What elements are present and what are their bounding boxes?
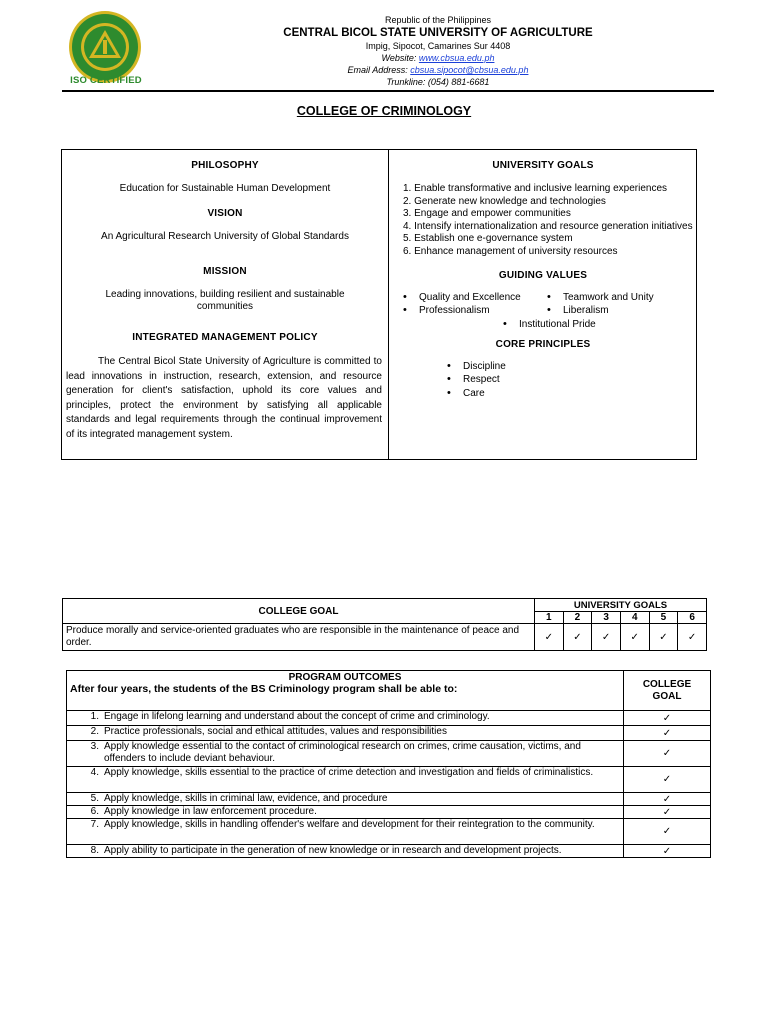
outcome-number: 4. <box>90 767 99 778</box>
outcome-text: Apply ability to participate in the generation of new knowledge or in research and development projects. <box>104 845 562 856</box>
goal-number: 6 <box>678 612 707 624</box>
values-col-center <box>503 318 596 332</box>
outcome-cell <box>67 793 624 806</box>
outcome-number: 5. <box>90 793 99 804</box>
outcome-line <box>67 741 620 764</box>
check-mark: ✓ <box>535 624 564 651</box>
goal-number: 5 <box>649 612 678 624</box>
core-principles-list <box>447 360 697 401</box>
list-item: • Professionalism <box>403 304 521 318</box>
check-mark: ✓ <box>624 793 711 806</box>
outcome-line <box>67 793 620 805</box>
outcome-cell <box>67 741 624 767</box>
check-mark: ✓ <box>624 819 711 845</box>
email-label: Email Address: <box>347 65 408 75</box>
outcome-cell <box>67 819 624 845</box>
header-rule <box>62 90 714 92</box>
university-seal-icon <box>68 10 142 84</box>
imp-title: INTEGRATED MANAGEMENT POLICY <box>132 332 318 343</box>
university-goals-header: UNIVERSITY GOALS <box>535 599 707 612</box>
iso-certified-label: ISO CERTIFIED <box>70 75 142 86</box>
vision-text: An Agricultural Research University of Global Standards <box>101 231 349 242</box>
goal-number: 4 <box>620 612 649 624</box>
website-label: Website: <box>381 53 417 63</box>
table-row <box>67 819 711 845</box>
outcome-cell <box>67 711 624 726</box>
table-row <box>67 845 711 858</box>
list-item: • Discipline <box>447 360 697 374</box>
page-title <box>0 104 768 118</box>
outcome-text: Apply knowledge, skills essential to the practice of crime detection and investigation and fields of criminalistics. <box>104 767 594 778</box>
list-item: 1. Enable transformative and inclusive learning experiences <box>403 183 668 194</box>
list-item: 5. Establish one e-governance system <box>403 233 573 245</box>
outcome-line <box>67 767 620 779</box>
outcome-number: 1. <box>90 711 99 722</box>
vision-title: VISION <box>207 208 243 219</box>
philosophy-title: PHILOSOPHY <box>191 160 259 171</box>
table-row <box>67 767 711 793</box>
outcome-text: Apply knowledge in law enforcement procedure. <box>104 806 317 817</box>
outcome-cell <box>67 726 624 741</box>
table-row <box>67 711 711 726</box>
list-item: • Respect <box>447 373 697 387</box>
table-row <box>67 726 711 741</box>
list-item: • Liberalism <box>547 304 654 318</box>
outcomes-body <box>67 711 711 858</box>
university-goals-title: UNIVERSITY GOALS <box>492 160 594 171</box>
outcome-number: 8. <box>90 845 99 856</box>
outcome-line <box>67 806 620 818</box>
trunkline: Trunkline: (054) 881-6681 <box>386 77 490 87</box>
college-goal-column-header: COLLEGE GOAL <box>624 671 711 711</box>
outcome-text: Apply knowledge essential to the contact of criminological research on crimes, crime causation, victims, and offenders to include deviant behaviour. <box>104 741 581 764</box>
philosophy-text: Education for Sustainable Human Development <box>119 183 331 194</box>
goal-number: 2 <box>563 612 592 624</box>
check-mark: ✓ <box>563 624 592 651</box>
outcome-line <box>67 711 620 723</box>
check-mark: ✓ <box>678 624 707 651</box>
mission-title: MISSION <box>203 266 247 277</box>
outcome-text: Practice professionals, social and ethical attitudes, values and responsibilities <box>104 726 447 737</box>
list-item: • Quality and Excellence <box>403 291 521 305</box>
list-item: 3. Engage and empower communities <box>403 208 571 220</box>
college-title: COLLEGE OF CRIMINOLOGY <box>296 104 472 118</box>
values-col-right <box>547 291 654 318</box>
guiding-values-list <box>389 291 697 335</box>
list-item: 4. Intensify internationalization and resource generation initiatives <box>403 220 693 232</box>
check-mark: ✓ <box>592 624 621 651</box>
outcome-number: 3. <box>90 741 99 752</box>
outcome-number: 2. <box>90 726 99 737</box>
outcome-number: 6. <box>90 806 99 817</box>
outcome-cell <box>67 767 624 793</box>
imp-text: The Central Bicol State University of Agriculture is committed to lead innovations in instruction, research, extension, and resource generation for client's satisfaction, uphold its core values and principles, protect the environment by satisfying all applicable standards and legal requirements through the continual improvement of its integrated management system. <box>66 356 382 440</box>
table-row <box>67 793 711 806</box>
outcome-cell <box>67 806 624 819</box>
list-item: 2. Generate new knowledge and technologies <box>403 195 606 207</box>
goal-number: 3 <box>592 612 621 624</box>
check-mark: ✓ <box>624 845 711 858</box>
outcome-text: Engage in lifelong learning and understand about the concept of crime and criminology. <box>104 711 490 722</box>
outcome-line <box>67 819 620 831</box>
outcome-line <box>67 726 620 738</box>
list-item: • Care <box>447 387 697 401</box>
list-item: • Teamwork and Unity <box>547 291 654 305</box>
email-link[interactable]: cbsua.sipocot@cbsua.edu.ph <box>410 65 529 75</box>
outcomes-subtitle: After four years, the students of the BS Criminology program shall be able to: <box>70 683 458 695</box>
check-mark: ✓ <box>620 624 649 651</box>
outcome-number: 7. <box>90 819 99 830</box>
college-goal-header: COLLEGE GOAL <box>63 599 535 624</box>
values-col-left <box>403 291 521 318</box>
check-mark: ✓ <box>624 726 711 741</box>
check-mark: ✓ <box>649 624 678 651</box>
college-goal-text: Produce morally and service-oriented graduates who are responsible in the maintenance of peace and order. <box>63 624 535 651</box>
list-item: • Institutional Pride <box>503 318 596 332</box>
email-line <box>200 64 676 76</box>
guiding-values-title: GUIDING VALUES <box>498 269 588 281</box>
check-mark: ✓ <box>624 767 711 793</box>
letterhead <box>200 14 676 88</box>
check-mark: ✓ <box>624 741 711 767</box>
table-row <box>67 741 711 767</box>
outcomes-header <box>67 671 624 711</box>
outcomes-title: PROGRAM OUTCOMES <box>288 672 402 683</box>
check-mark: ✓ <box>624 806 711 819</box>
college-goal-table <box>62 598 707 651</box>
university-name: CENTRAL BICOL STATE UNIVERSITY OF AGRICULTURE <box>283 27 593 39</box>
republic-line: Republic of the Philippines <box>384 15 492 25</box>
outcome-text: Apply knowledge, skills in handling offender's welfare and development for their reintegration to the community. <box>104 819 595 830</box>
mission-text: Leading innovations, building resilient and sustainable communities <box>105 289 345 312</box>
outcome-cell <box>67 845 624 858</box>
website-line <box>200 52 676 64</box>
goal-number: 1 <box>535 612 564 624</box>
university-goals-list <box>389 183 697 259</box>
check-mark: ✓ <box>624 711 711 726</box>
vmgo-right-column <box>389 150 697 400</box>
table-row <box>67 806 711 819</box>
address-line: Impig, Sipocot, Camarines Sur 4408 <box>365 41 511 51</box>
list-item: 6. Enhance management of university resources <box>403 245 618 257</box>
outcome-line <box>67 845 620 857</box>
website-link[interactable]: www.cbsua.edu.ph <box>418 53 495 63</box>
program-outcomes-table <box>66 670 711 858</box>
vmgo-left-column <box>62 150 388 443</box>
core-principles-title: CORE PRINCIPLES <box>495 338 591 350</box>
outcome-text: Apply knowledge, skills in criminal law, evidence, and procedure <box>104 793 388 804</box>
